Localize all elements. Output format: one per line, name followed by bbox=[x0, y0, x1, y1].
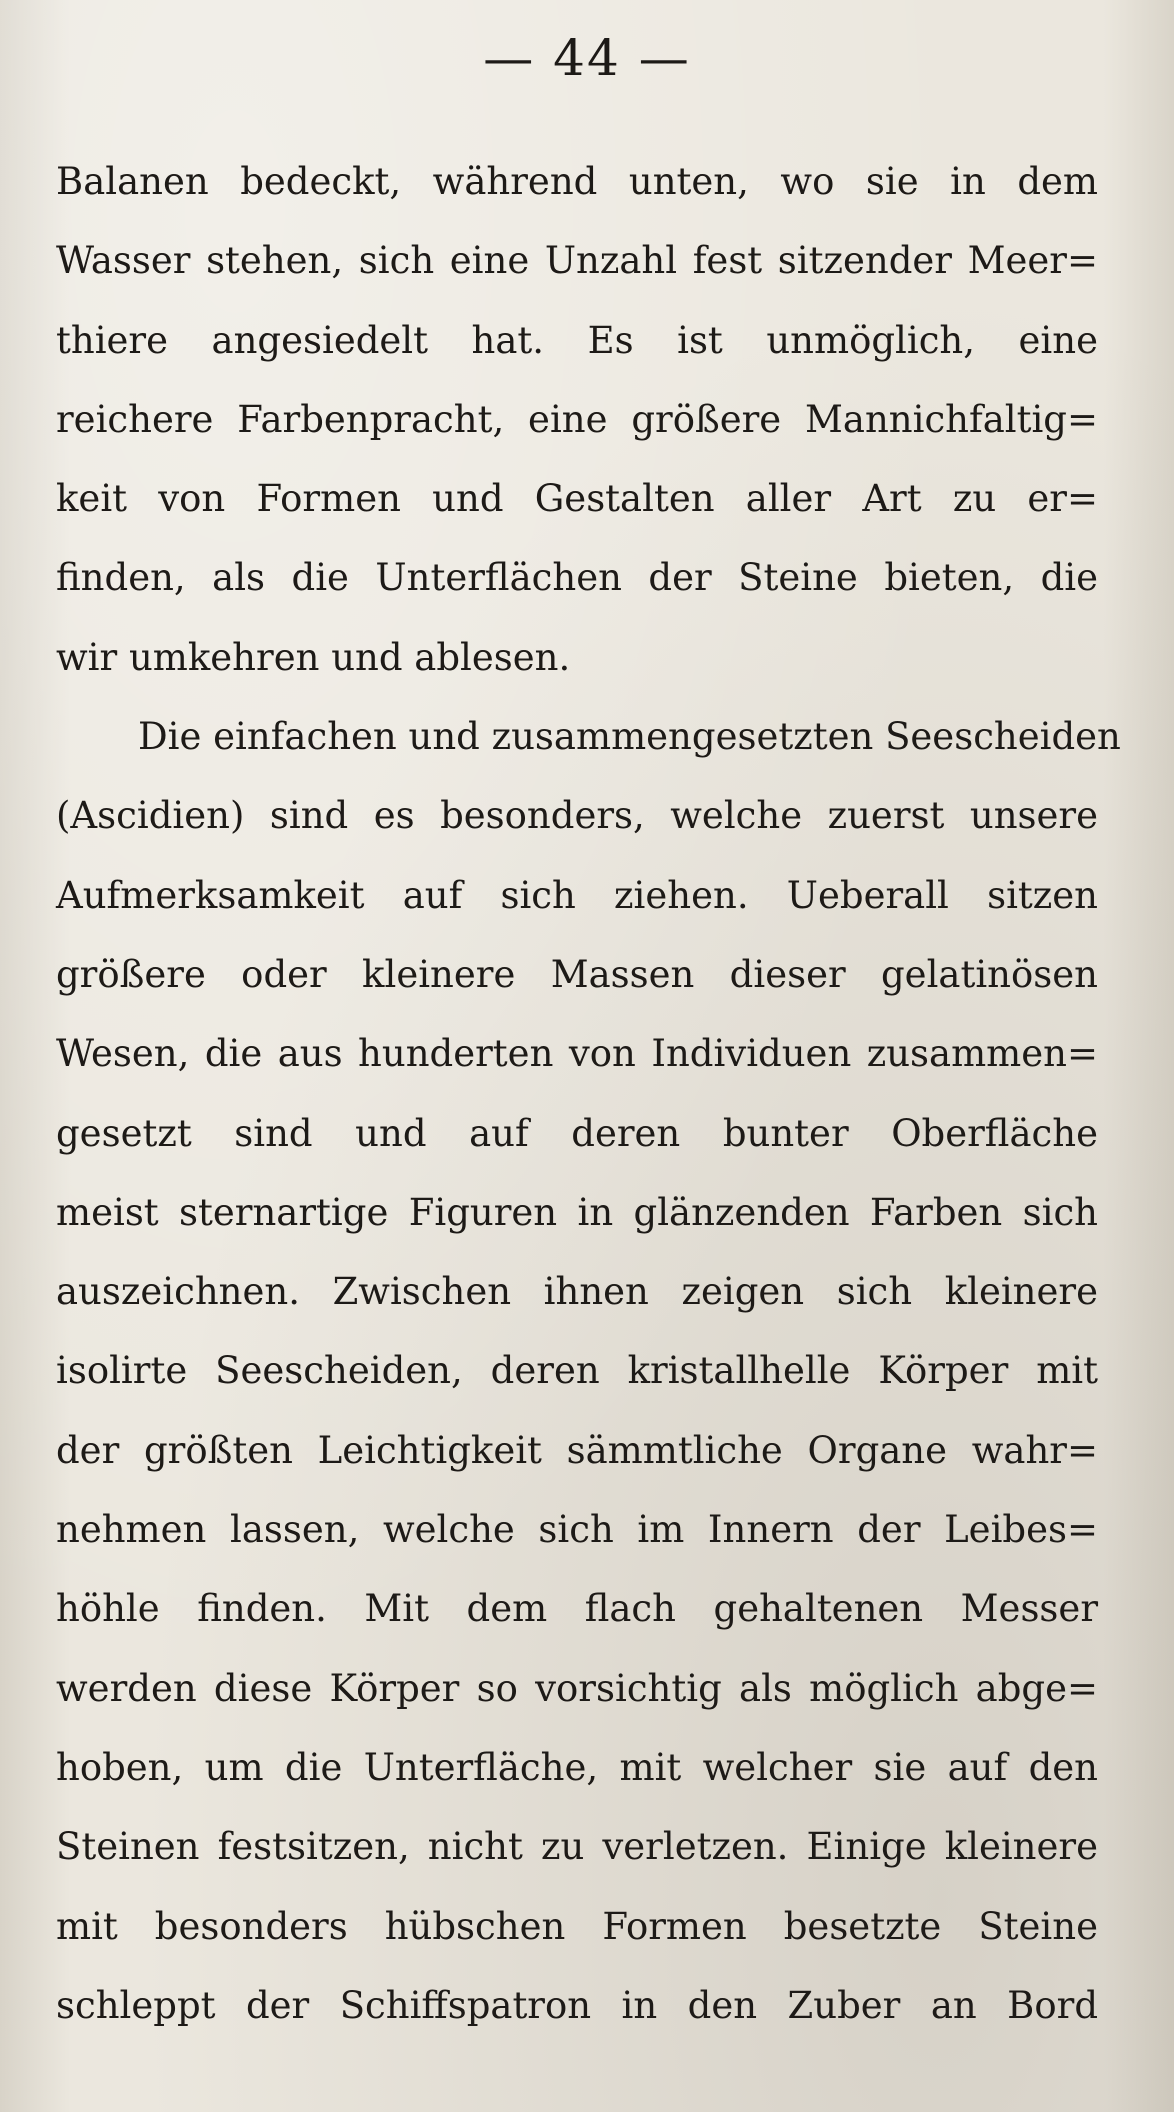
text-line: Die einfachen und zusammengesetzten Seescheiden bbox=[138, 715, 1121, 759]
paragraph bbox=[56, 142, 1098, 697]
paragraph bbox=[56, 697, 1121, 2045]
text-line: auszeichnen. Zwischen ihnen zeigen sich kleinere bbox=[56, 1270, 1098, 1314]
text-line: (Ascidien) sind es besonders, welche zuerst unsere bbox=[56, 794, 1098, 838]
text-line: nehmen lassen, welche sich im Innern der Leibes= bbox=[56, 1508, 1098, 1552]
text-line: meist sternartige Figuren in glänzenden Farben sich bbox=[56, 1190, 1098, 1234]
text-line: Wesen, die aus hunderten von Individuen zusammen= bbox=[56, 1032, 1098, 1076]
text-line: keit von Formen und Gestalten aller Art zu er= bbox=[56, 477, 1098, 521]
text-line: wir umkehren und ablesen. bbox=[56, 635, 571, 679]
text-line: höhle finden. Mit dem flach gehaltenen Messer bbox=[56, 1587, 1098, 1631]
text-line: schleppt der Schiffspatron in den Zuber an Bord bbox=[56, 1983, 1098, 2027]
text-line: gesetzt sind und auf deren bunter Oberfläche bbox=[56, 1111, 1098, 1155]
text-line: werden diese Körper so vorsichtig als möglich abge= bbox=[56, 1666, 1098, 1710]
text-line: reichere Farbenpracht, eine größere Mannichfaltig= bbox=[56, 397, 1098, 441]
text-line: finden, als die Unterflächen der Steine bieten, die bbox=[56, 556, 1098, 600]
text-line: größere oder kleinere Massen dieser gelatinösen bbox=[56, 952, 1098, 996]
text-line: Aufmerksamkeit auf sich ziehen. Ueberall sitzen bbox=[56, 873, 1098, 917]
page-number: — 44 — bbox=[483, 29, 691, 87]
text-line: der größten Leichtigkeit sämmtliche Organe wahr= bbox=[56, 1428, 1098, 1472]
text-line: isolirte Seescheiden, deren kristallhelle Körper mit bbox=[56, 1349, 1098, 1393]
text-line: hoben, um die Unterfläche, mit welcher sie auf den bbox=[56, 1745, 1098, 1789]
body-text bbox=[56, 142, 1121, 2045]
text-line: Balanen bedeckt, während unten, wo sie in dem bbox=[56, 160, 1098, 203]
text-line: thiere angesiedelt hat. Es ist unmöglich, eine bbox=[56, 318, 1098, 362]
text-line: Wasser stehen, sich eine Unzahl fest sitzender Meer= bbox=[56, 239, 1098, 283]
text-line: mit besonders hübschen Formen besetzte Steine bbox=[56, 1904, 1098, 1948]
text-line: Steinen festsitzen, nicht zu verletzen. Einige kleinere bbox=[56, 1825, 1098, 1869]
